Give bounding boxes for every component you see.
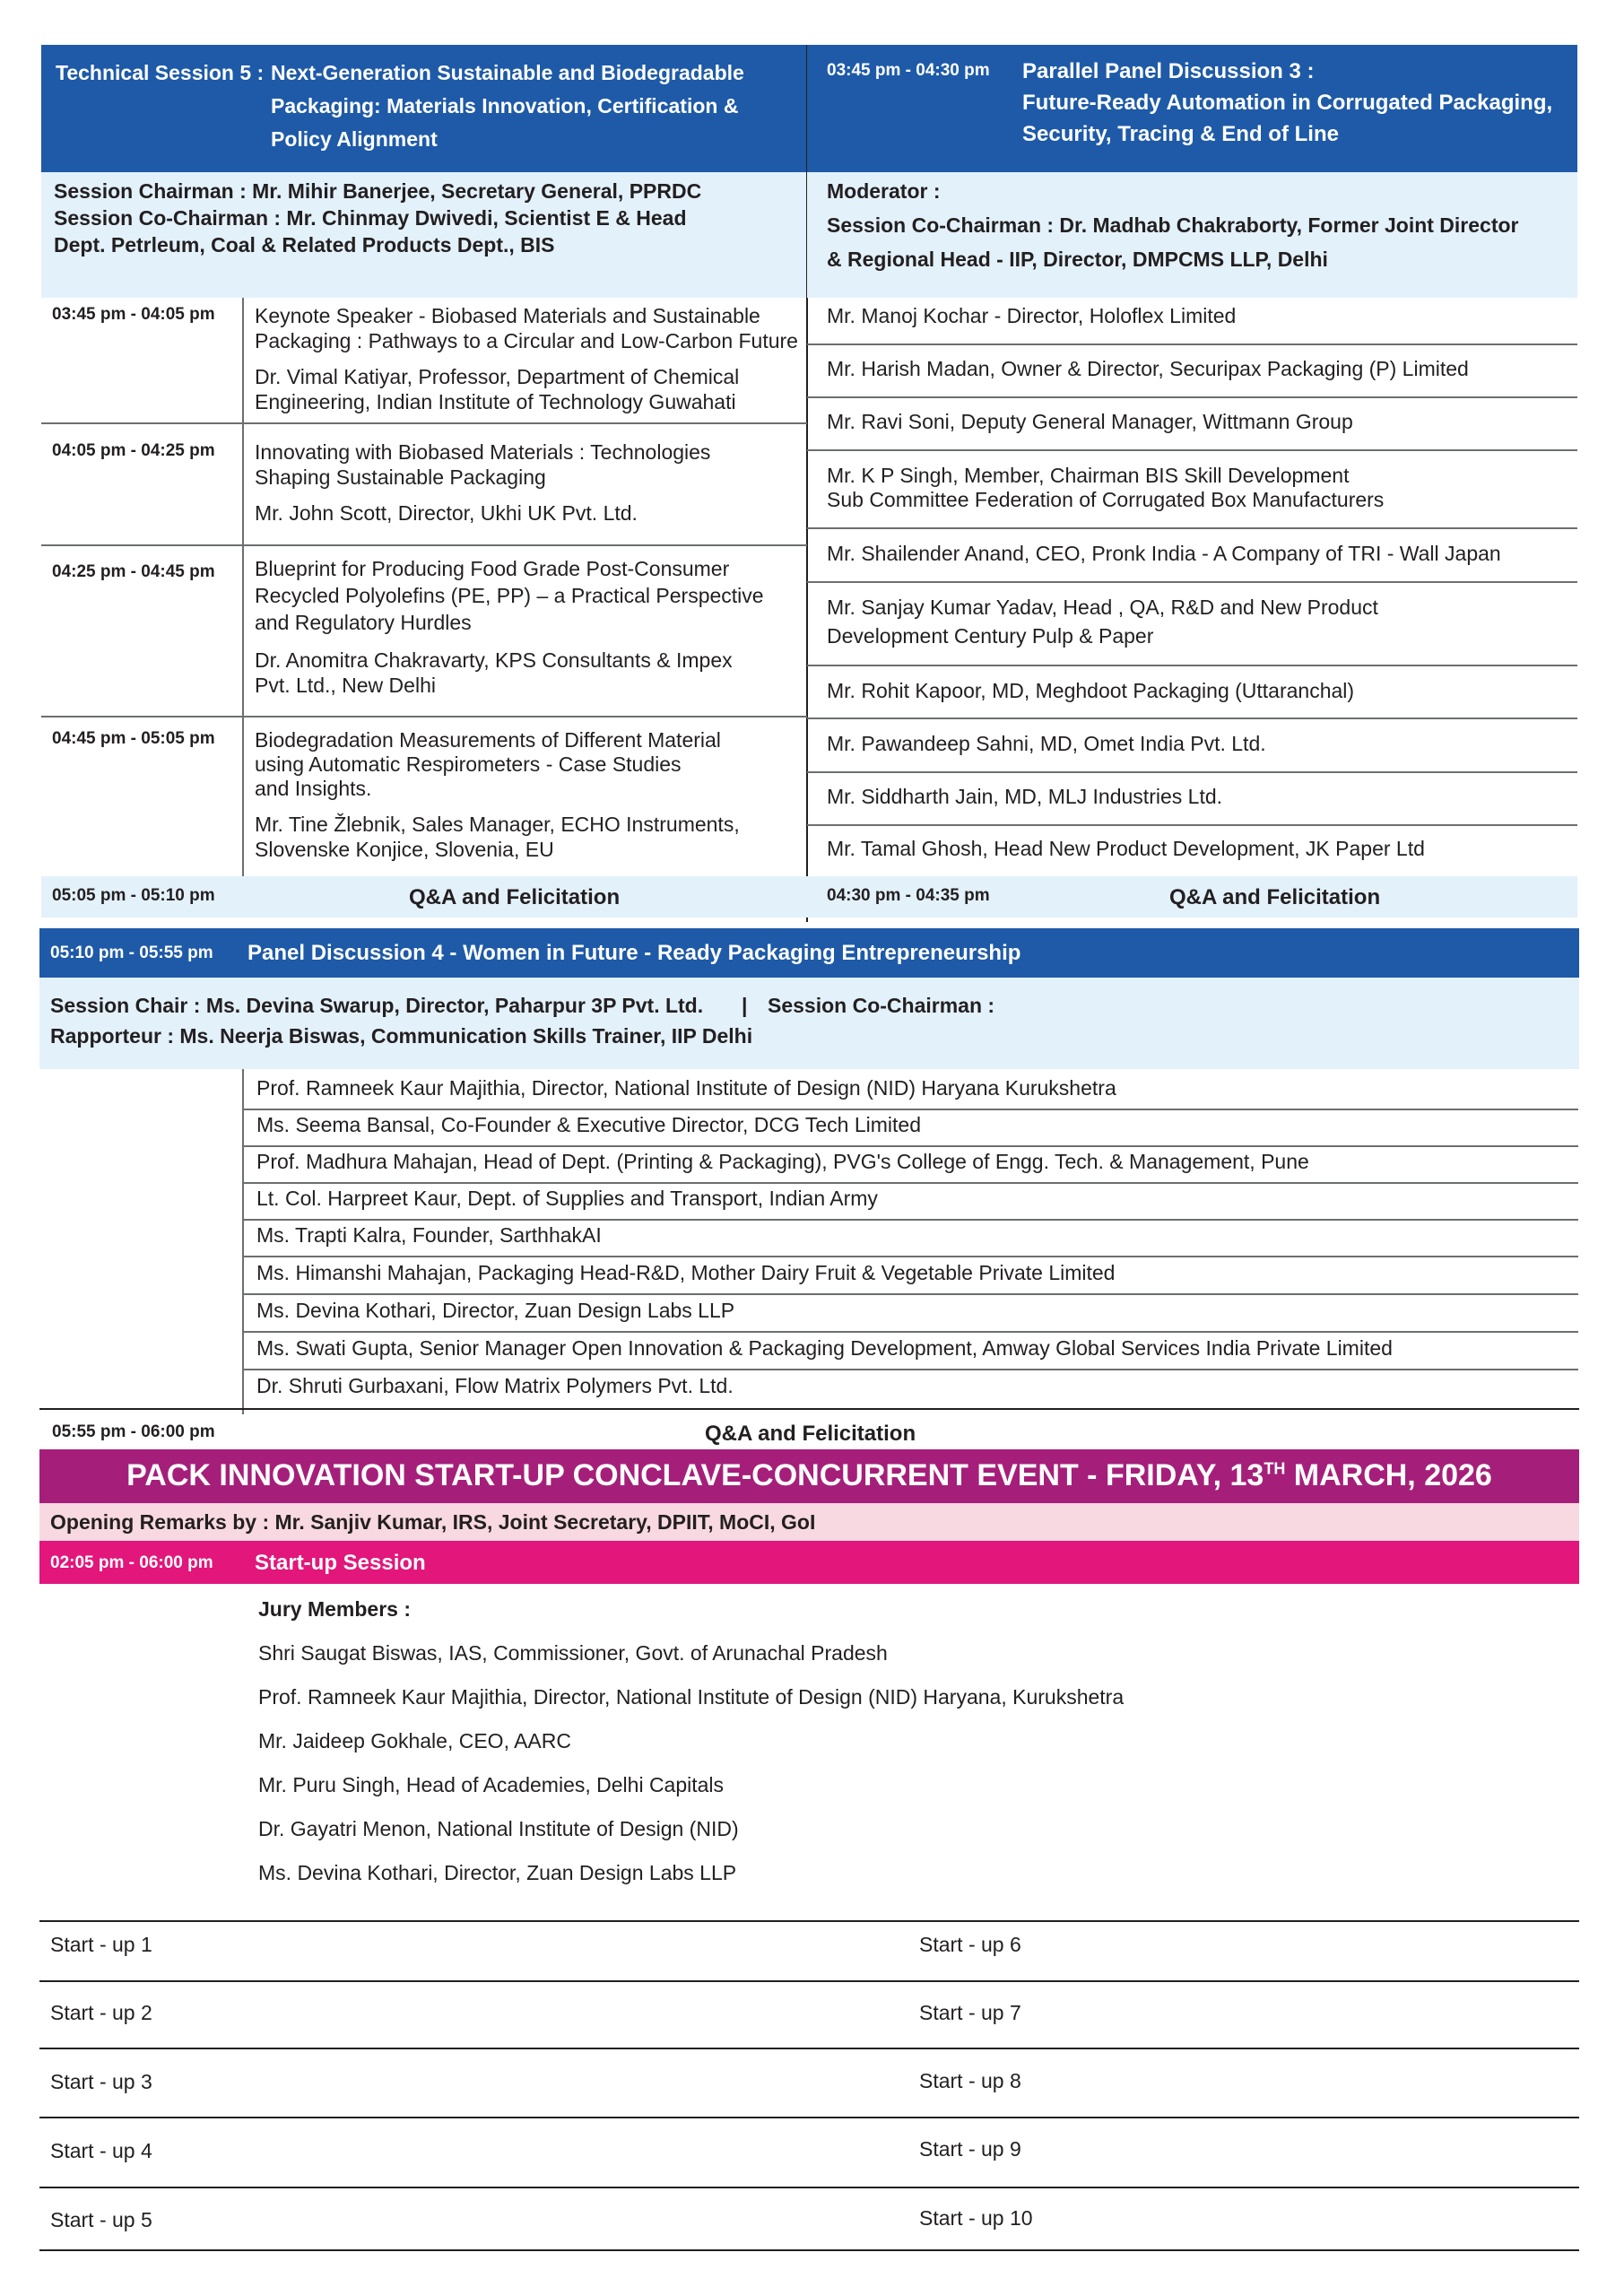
tech-session-title-1: Next-Generation Sustainable and Biodegradable bbox=[271, 61, 744, 84]
jury-member: Dr. Gayatri Menon, National Institute of Design (NID) bbox=[258, 1817, 739, 1840]
panel4-title: Panel Discussion 4 - Women in Future - Ready Packaging Entrepreneurship bbox=[248, 941, 1021, 965]
panel4-qa-time: 05:55 pm - 06:00 pm bbox=[52, 1422, 215, 1441]
panelist: Ms. Trapti Kalra, Founder, SarthhakAI bbox=[256, 1223, 602, 1247]
jury-member: Prof. Ramneek Kaur Majithia, Director, National Institute of Design (NID) Haryana, Kurukshetra bbox=[258, 1685, 1125, 1709]
qa-time: 05:05 pm - 05:10 pm bbox=[52, 886, 215, 905]
panelist: Mr. Harish Madan, Owner & Director, Securipax Packaging (P) Limited bbox=[827, 357, 1469, 380]
topic-text: Blueprint for Producing Food Grade Post-Consumer bbox=[255, 557, 730, 580]
startup-slot: Start - up 7 bbox=[919, 2001, 1021, 2024]
startup-slot: Start - up 4 bbox=[50, 2139, 152, 2162]
conclave-opening-text: Opening Remarks by : Mr. Sanjiv Kumar, IRS, Joint Secretary, DPIIT, MoCI, GoI bbox=[50, 1510, 816, 1534]
tech-session-title-3: Policy Alignment bbox=[271, 127, 438, 151]
jury-member: Mr. Puru Singh, Head of Academies, Delhi Capitals bbox=[258, 1773, 725, 1796]
session-time: 04:45 pm - 05:05 pm bbox=[52, 729, 215, 748]
tech-session-label: Technical Session 5 : bbox=[56, 61, 265, 84]
panel3-cochair-2: & Regional Head - IIP, Director, DMPCMS LLP, Delhi bbox=[827, 248, 1328, 271]
panelist: Prof. Madhura Mahajan, Head of Dept. (Printing & Packaging), PVG's College of Engg. Tech. & Management, Pune bbox=[256, 1150, 1309, 1173]
speaker-text: Pvt. Ltd., New Delhi bbox=[255, 674, 436, 697]
startup-slot: Start - up 10 bbox=[919, 2206, 1033, 2230]
panelist: Mr. Tamal Ghosh, Head New Product Development, JK Paper Ltd bbox=[827, 837, 1425, 860]
panelist: Mr. Pawandeep Sahni, MD, Omet India Pvt. Ltd. bbox=[827, 732, 1266, 755]
panelist: Ms. Seema Bansal, Co-Founder & Executive Director, DCG Tech Limited bbox=[256, 1113, 921, 1136]
panel4-chair: Session Chair : Ms. Devina Swarup, Director, Paharpur 3P Pvt. Ltd. bbox=[50, 994, 704, 1017]
panel3-title-3: Security, Tracing & End of Line bbox=[1022, 122, 1339, 146]
speaker-text: Dr. Anomitra Chakravarty, KPS Consultants & Impex bbox=[255, 648, 733, 672]
tech-session-qa-row bbox=[41, 876, 807, 918]
panelist: Ms. Himanshi Mahajan, Packaging Head-R&D, Mother Dairy Fruit & Vegetable Private Limited bbox=[256, 1261, 1116, 1284]
startup-session-title: Start-up Session bbox=[255, 1551, 426, 1575]
startup-slot: Start - up 5 bbox=[50, 2208, 152, 2231]
startup-slot: Start - up 2 bbox=[50, 2001, 152, 2024]
tech-session-chairs bbox=[41, 172, 807, 298]
qa-label: Q&A and Felicitation bbox=[1169, 885, 1381, 909]
conclave-banner bbox=[39, 1449, 1579, 1503]
panel4-separator: | bbox=[742, 994, 748, 1017]
jury-member: Shri Saugat Biswas, IAS, Commissioner, Govt. of Arunachal Pradesh bbox=[258, 1641, 888, 1665]
topic-text: and Insights. bbox=[255, 777, 372, 800]
topic-text: Shaping Sustainable Packaging bbox=[255, 465, 546, 489]
panelist: Ms. Devina Kothari, Director, Zuan Design Labs LLP bbox=[256, 1299, 735, 1322]
tech-session-cochairman-1: Session Co-Chairman : Mr. Chinmay Dwivedi, Scientist E & Head bbox=[54, 206, 687, 230]
session-time: 03:45 pm - 04:05 pm bbox=[52, 305, 215, 324]
conclave-title-sup: TH bbox=[1264, 1459, 1286, 1478]
startup-slot: Start - up 8 bbox=[919, 2069, 1021, 2092]
panel3-qa-row bbox=[807, 876, 1577, 918]
speaker-text: Slovenske Konjice, Slovenia, EU bbox=[255, 838, 554, 861]
panel4-rapporteur: Rapporteur : Ms. Neerja Biswas, Communication Skills Trainer, IIP Delhi bbox=[50, 1024, 753, 1048]
tech-session-chairman: Session Chairman : Mr. Mihir Banerjee, Secretary General, PPRDC bbox=[54, 179, 702, 203]
startup-session-header bbox=[39, 1541, 1579, 1584]
conclave-title-end: MARCH, 2026 bbox=[1285, 1458, 1492, 1492]
speaker-text: Mr. John Scott, Director, Ukhi UK Pvt. Ltd. bbox=[255, 501, 638, 525]
panelist: Mr. Shailender Anand, CEO, Pronk India - A Company of TRI - Wall Japan bbox=[827, 542, 1501, 565]
jury-heading: Jury Members : bbox=[258, 1597, 412, 1621]
panelist: Mr. K P Singh, Member, Chairman BIS Skill Development bbox=[827, 464, 1350, 487]
topic-text: Innovating with Biobased Materials : Technologies bbox=[255, 440, 711, 464]
conclave-opening bbox=[39, 1503, 1579, 1541]
speaker-text: Engineering, Indian Institute of Technology Guwahati bbox=[255, 390, 736, 413]
startup-slot: Start - up 9 bbox=[919, 2137, 1021, 2161]
tech-session-cochairman-2: Dept. Petrleum, Coal & Related Products Dept., BIS bbox=[54, 233, 555, 257]
panel3-chairs bbox=[807, 172, 1577, 298]
panelist: Mr. Manoj Kochar - Director, Holoflex Limited bbox=[827, 304, 1237, 327]
panelist: Mr. Siddharth Jain, MD, MLJ Industries Ltd. bbox=[827, 785, 1223, 808]
qa-time: 04:30 pm - 04:35 pm bbox=[827, 886, 990, 905]
panel3-moderator: Moderator : bbox=[827, 179, 941, 203]
panel3-time: 03:45 pm - 04:30 pm bbox=[827, 61, 990, 80]
panelist: Development Century Pulp & Paper bbox=[827, 624, 1154, 648]
jury-member: Mr. Jaideep Gokhale, CEO, AARC bbox=[258, 1729, 571, 1752]
panelist: Prof. Ramneek Kaur Majithia, Director, National Institute of Design (NID) Haryana Kurukshetra bbox=[256, 1076, 1116, 1100]
startup-slot: Start - up 3 bbox=[50, 2070, 152, 2093]
panelist: Lt. Col. Harpreet Kaur, Dept. of Supplies and Transport, Indian Army bbox=[256, 1187, 878, 1210]
topic-text: Recycled Polyolefins (PE, PP) – a Practical Perspective bbox=[255, 584, 764, 607]
topic-text: Keynote Speaker - Biobased Materials and Sustainable bbox=[255, 304, 760, 327]
panel4-header bbox=[39, 928, 1579, 978]
panelist: Mr. Ravi Soni, Deputy General Manager, Wittmann Group bbox=[827, 410, 1353, 433]
tech-session-title-2: Packaging: Materials Innovation, Certification & bbox=[271, 94, 739, 117]
topic-text: Packaging : Pathways to a Circular and Low-Carbon Future bbox=[255, 329, 798, 352]
panel3-title-2: Future-Ready Automation in Corrugated Packaging, bbox=[1022, 91, 1553, 115]
panelist: Ms. Swati Gupta, Senior Manager Open Innovation & Packaging Development, Amway Global Services India Private Limited bbox=[256, 1336, 1393, 1360]
panelist: Sub Committee Federation of Corrugated Box Manufacturers bbox=[827, 488, 1385, 511]
qa-label: Q&A and Felicitation bbox=[409, 885, 621, 909]
startup-slot: Start - up 1 bbox=[50, 1933, 152, 1956]
panelist: Mr. Rohit Kapoor, MD, Meghdoot Packaging (Uttaranchal) bbox=[827, 679, 1355, 702]
startup-slot: Start - up 6 bbox=[919, 1933, 1021, 1956]
panel3-title-1: Parallel Panel Discussion 3 : bbox=[1022, 59, 1315, 83]
startup-session-time: 02:05 pm - 06:00 pm bbox=[50, 1553, 213, 1572]
panel4-qa-label: Q&A and Felicitation bbox=[705, 1422, 916, 1446]
panelist: Dr. Shruti Gurbaxani, Flow Matrix Polymers Pvt. Ltd. bbox=[256, 1374, 734, 1397]
panel3-cochair-1: Session Co-Chairman : Dr. Madhab Chakraborty, Former Joint Director bbox=[827, 213, 1519, 237]
topic-text: and Regulatory Hurdles bbox=[255, 611, 472, 634]
tech-session-header bbox=[41, 45, 807, 172]
panel4-chairs bbox=[39, 978, 1579, 1069]
session-time: 04:25 pm - 04:45 pm bbox=[52, 562, 215, 581]
panel4-time: 05:10 pm - 05:55 pm bbox=[50, 944, 213, 962]
session-time: 04:05 pm - 04:25 pm bbox=[52, 441, 215, 460]
conclave-title bbox=[39, 1458, 1579, 1493]
speaker-text: Dr. Vimal Katiyar, Professor, Department of Chemical bbox=[255, 365, 740, 388]
topic-text: Biodegradation Measurements of Different Material bbox=[255, 728, 721, 752]
panelist: Mr. Sanjay Kumar Yadav, Head , QA, R&D and New Product bbox=[827, 596, 1378, 619]
panel3-header bbox=[807, 45, 1577, 172]
jury-member: Ms. Devina Kothari, Director, Zuan Design Labs LLP bbox=[258, 1861, 737, 1884]
panel4-cochair: Session Co-Chairman : bbox=[768, 994, 995, 1017]
topic-text: using Automatic Respirometers - Case Studies bbox=[255, 752, 682, 776]
speaker-text: Mr. Tine Žlebnik, Sales Manager, ECHO Instruments, bbox=[255, 813, 740, 836]
conclave-title-main: PACK INNOVATION START-UP CONCLAVE-CONCURRENT EVENT - FRIDAY, 13 bbox=[126, 1458, 1264, 1492]
